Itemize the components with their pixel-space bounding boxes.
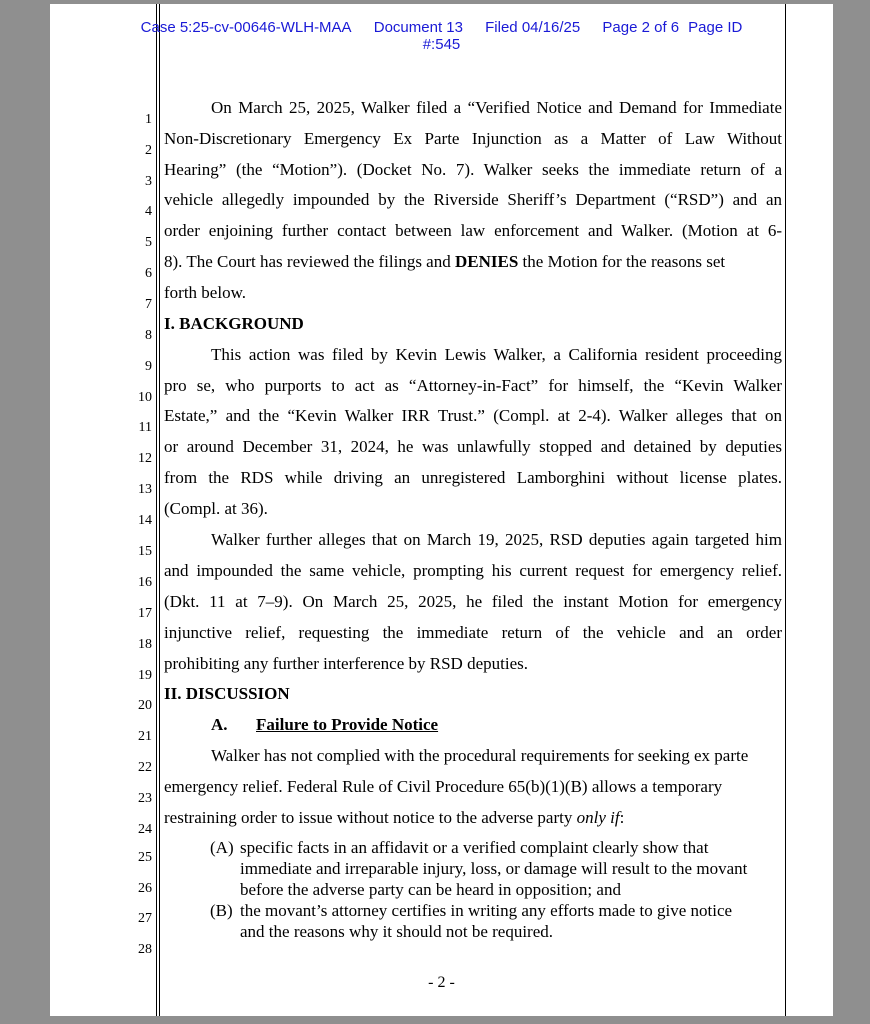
heading-background: I. BACKGROUND <box>164 314 304 333</box>
subheading-title: Failure to Provide Notice <box>256 715 439 734</box>
p1-line: order enjoining further contact between law enforcement and Walker. (Motion at 6- <box>164 221 782 240</box>
p2-line: (Compl. at 36). <box>164 499 268 518</box>
quote-b-line: and the reasons why it should not be required. <box>240 922 554 941</box>
p2-line: Estate,” and the “Kevin Walker IRR Trust.” (Compl. at 2-4). Walker alleges that on <box>164 406 782 425</box>
p2-line: This action was filed by Kevin Lewis Walker, a California resident proceeding <box>211 345 782 364</box>
case-number: Case 5:25-cv-00646-WLH-MAA <box>140 19 352 36</box>
p3-line: (Dkt. 11 at 7–9). On March 25, 2025, he filed the instant Motion for emergency <box>164 592 782 611</box>
line-number: 5 <box>145 235 152 250</box>
line-number: 10 <box>138 390 152 405</box>
p1-line: Non-Discretionary Emergency Ex Parte Injunction as a Matter of Law Without <box>164 129 782 148</box>
line-number: 9 <box>145 359 152 374</box>
page-id-number: #:545 <box>422 36 461 53</box>
denies-ruling: DENIES <box>454 252 519 271</box>
page-of: Page 2 of 6 <box>602 19 680 36</box>
line-number: 14 <box>138 513 152 528</box>
quote-a-label: (A) <box>210 838 234 857</box>
line-number: 16 <box>138 575 152 590</box>
quote-a-line: before the adverse party can be heard in opposition; and <box>240 880 621 899</box>
page-number: - 2 - <box>428 974 455 991</box>
emphasis-only-if: only if <box>576 808 620 827</box>
p1-line: forth below. <box>164 283 246 302</box>
line-number: 15 <box>138 544 152 559</box>
line-number: 2 <box>145 143 152 158</box>
p1-line: Hearing” (the “Motion”). (Docket No. 7). Walker seeks the immediate return of a <box>164 160 782 179</box>
line-number: 21 <box>138 729 152 744</box>
subheading-letter: A. <box>211 715 228 734</box>
line-number: 11 <box>138 420 152 435</box>
line-number: 28 <box>138 942 152 957</box>
line-number: 22 <box>138 760 152 775</box>
p3-line: Walker further alleges that on March 19, 2025, RSD deputies again targeted him <box>211 530 782 549</box>
line-number: 27 <box>138 911 152 926</box>
line-number: 23 <box>138 791 152 806</box>
p4-line: Walker has not complied with the procedural requirements for seeking ex parte <box>211 746 749 765</box>
quote-b-label: (B) <box>210 901 233 920</box>
p4-line: emergency relief. Federal Rule of Civil Procedure 65(b)(1)(B) allows a temporary <box>164 777 723 796</box>
line-number: 20 <box>138 698 152 713</box>
heading-discussion: II. DISCUSSION <box>164 684 290 703</box>
p2-line: pro se, who purports to act as “Attorney-in-Fact” for himself, the “Kevin Walker <box>164 376 782 395</box>
p4-line: restraining order to issue without notice to the adverse party only if: <box>164 808 625 827</box>
line-number: 12 <box>138 451 152 466</box>
quote-b-line: the movant’s attorney certifies in writing any efforts made to give notice <box>240 901 733 920</box>
line-number: 18 <box>138 637 152 652</box>
p2-line: from the RDS while driving an unregistered Lamborghini without license plates. <box>164 468 782 487</box>
subheading-notice <box>164 714 829 736</box>
p1-line: vehicle allegedly impounded by the Riverside Sheriff’s Department (“RSD”) and an <box>164 190 782 209</box>
line-number: 3 <box>145 174 152 189</box>
p1-line: On March 25, 2025, Walker filed a “Verified Notice and Demand for Immediate <box>211 98 782 117</box>
line-number: 24 <box>138 822 152 837</box>
p2-line: or around December 31, 2024, he was unlawfully stopped and detained by deputies <box>164 437 782 456</box>
line-number: 17 <box>138 606 152 621</box>
document-number: Document 13 <box>373 19 463 36</box>
line-number: 19 <box>138 668 152 683</box>
line-number: 26 <box>138 881 152 896</box>
line-number: 6 <box>145 266 152 281</box>
case-header <box>50 19 833 53</box>
p3-line: injunctive relief, requesting the immediate return of the vehicle and an order <box>164 623 782 642</box>
quote-a-line: immediate and irreparable injury, loss, or damage will result to the movant <box>240 859 748 878</box>
line-number: 13 <box>138 482 152 497</box>
line-number: 1 <box>145 112 152 127</box>
line-number: 4 <box>145 204 152 219</box>
p1-line: 8). The Court has reviewed the filings and DENIES the Motion for the reasons set <box>164 252 726 271</box>
line-number: 8 <box>145 328 152 343</box>
margin-rule-right <box>785 4 786 1016</box>
margin-rule-left-1 <box>156 4 157 1016</box>
p3-line: prohibiting any further interference by RSD deputies. <box>164 654 528 673</box>
margin-rule-left-2 <box>159 4 160 1016</box>
p3-line: and impounded the same vehicle, prompting his current request for emergency relief. <box>164 561 782 580</box>
line-number: 25 <box>138 850 152 865</box>
quote-a-line: specific facts in an affidavit or a verified complaint clearly show that <box>240 838 709 857</box>
line-number: 7 <box>145 297 152 312</box>
document-page <box>50 4 833 1016</box>
filed-date: Filed 04/16/25 <box>485 19 581 36</box>
page-id-label: Page ID <box>688 19 743 36</box>
